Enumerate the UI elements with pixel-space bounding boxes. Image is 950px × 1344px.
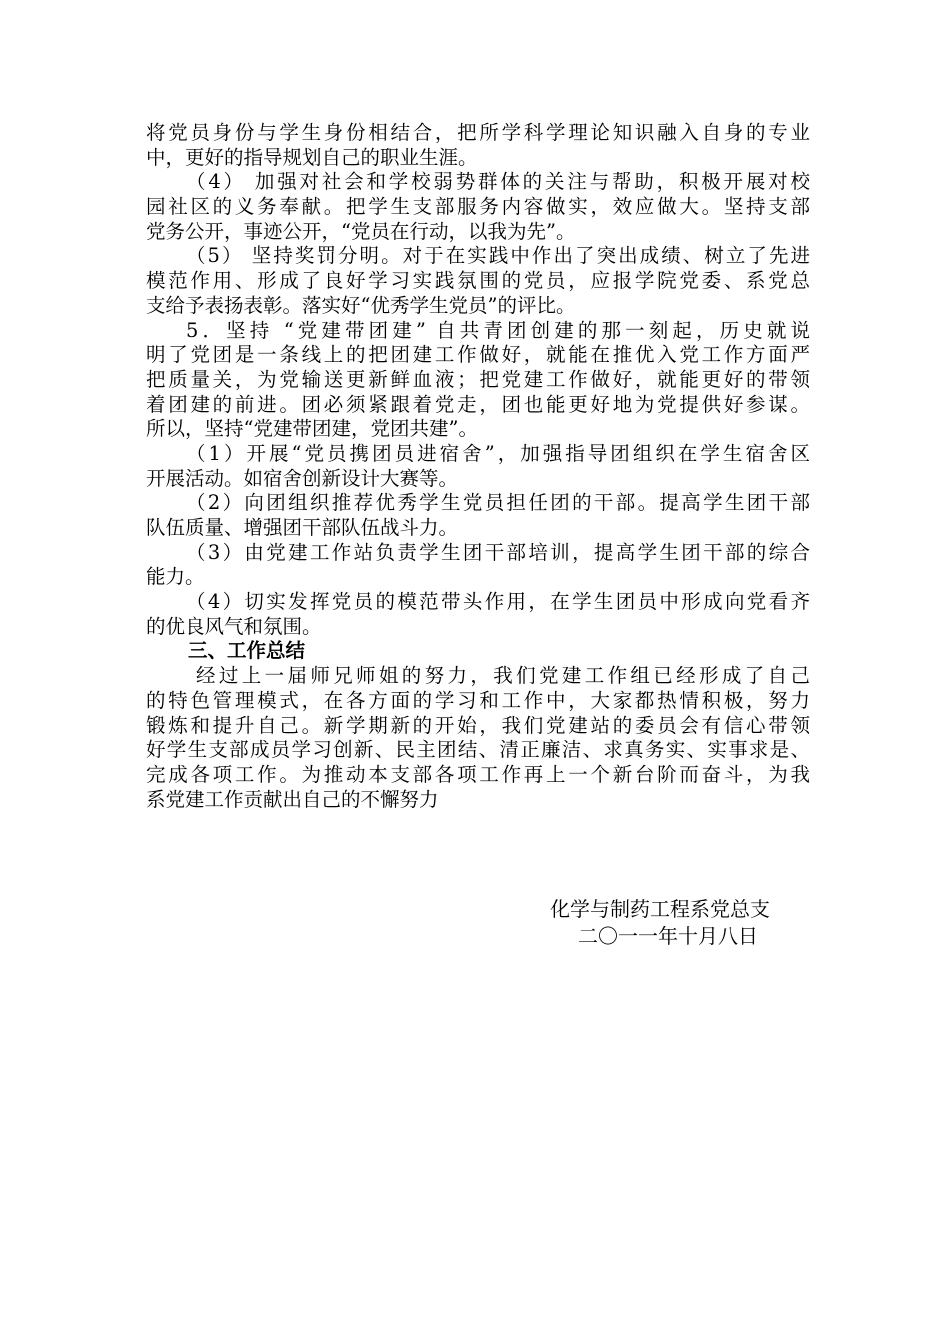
- body-line: （4）切实发挥党员的模范带头作用，在学生团员中形成向党看齐: [186, 590, 810, 614]
- body-line: 着团建的前进。团必须紧跟着党走，团也能更好地为党提供好参谋。: [146, 392, 810, 416]
- body-line: 所以，坚持“党建带团建，党团共建”。: [146, 417, 478, 441]
- body-line: （2）向团组织推荐优秀学生党员担任团的干部。提高学生团干部: [186, 491, 810, 515]
- body-line: 5．坚持 “党建带团建” 自共青团创建的那一刻起，历史就说: [186, 318, 810, 342]
- body-line: 完成各项工作。为推动本支部各项工作再上一个新台阶而奋斗，为我: [146, 762, 810, 786]
- signature-block: [550, 896, 820, 950]
- body-line: 园社区的义务奉献。把学生支部服务内容做实，效应做大。坚持支部: [146, 195, 810, 219]
- body-line: 经过上一届师兄师姐的努力，我们党建工作组已经形成了自己: [196, 664, 810, 688]
- body-line: 的特色管理模式，在各方面的学习和工作中，大家都热情积极，努力: [146, 688, 810, 712]
- body-line: 模范作用、形成了良好学习实践氛围的党员，应报学院党委、系党总: [146, 269, 810, 293]
- document-body: [146, 121, 810, 812]
- body-line: （1）开展“党员携团员进宿舍”，加强指导团组织在学生宿舍区: [186, 441, 810, 465]
- signature-date: 二〇一一年十月八日: [578, 924, 758, 948]
- body-line: 队伍质量、增强团干部队伍战斗力。: [146, 516, 459, 539]
- body-line: （3）由党建工作站负责学生团干部培训，提高学生团干部的综合: [186, 540, 810, 564]
- body-line: 将党员身份与学生身份相结合，把所学科学理论知识融入自身的专业: [146, 121, 810, 144]
- body-line: 支给予表扬表彰。落实好“优秀学生党员”的评比。: [146, 293, 576, 317]
- body-line: 好学生支部成员学习创新、民主团结、清正廉洁、求真务实、实事求是、: [146, 738, 810, 762]
- body-line: 系党建工作贡献出自己的不懈努力: [146, 787, 439, 811]
- body-line: 开展活动。如宿舍创新设计大赛等。: [146, 466, 459, 490]
- body-line: 党务公开，事迹公开，“党员在行动，以我为先”。: [146, 219, 576, 243]
- signature-organization: 化学与制药工程系党总支: [550, 897, 770, 921]
- body-line: （4） 加强对社会和学校弱势群体的关注与帮助，积极开展对校: [186, 170, 810, 194]
- body-line: （5） 坚持奖罚分明。对于在实践中作出了突出成绩、树立了先进: [186, 244, 810, 268]
- body-line: 中，更好的指导规划自己的职业生涯。: [146, 145, 478, 169]
- body-line: 明了党团是一条线上的把团建工作做好，就能在推优入党工作方面严: [146, 343, 810, 367]
- section-heading: 三、工作总结: [188, 639, 306, 663]
- body-line: 能力。: [146, 565, 205, 589]
- body-line: 的优良风气和氛围。: [146, 614, 322, 638]
- body-line: 锻炼和提升自己。新学期新的开始，我们党建站的委员会有信心带领: [146, 713, 810, 737]
- body-line: 把质量关，为党输送更新鲜血液；把党建工作做好，就能更好的带领: [146, 367, 810, 391]
